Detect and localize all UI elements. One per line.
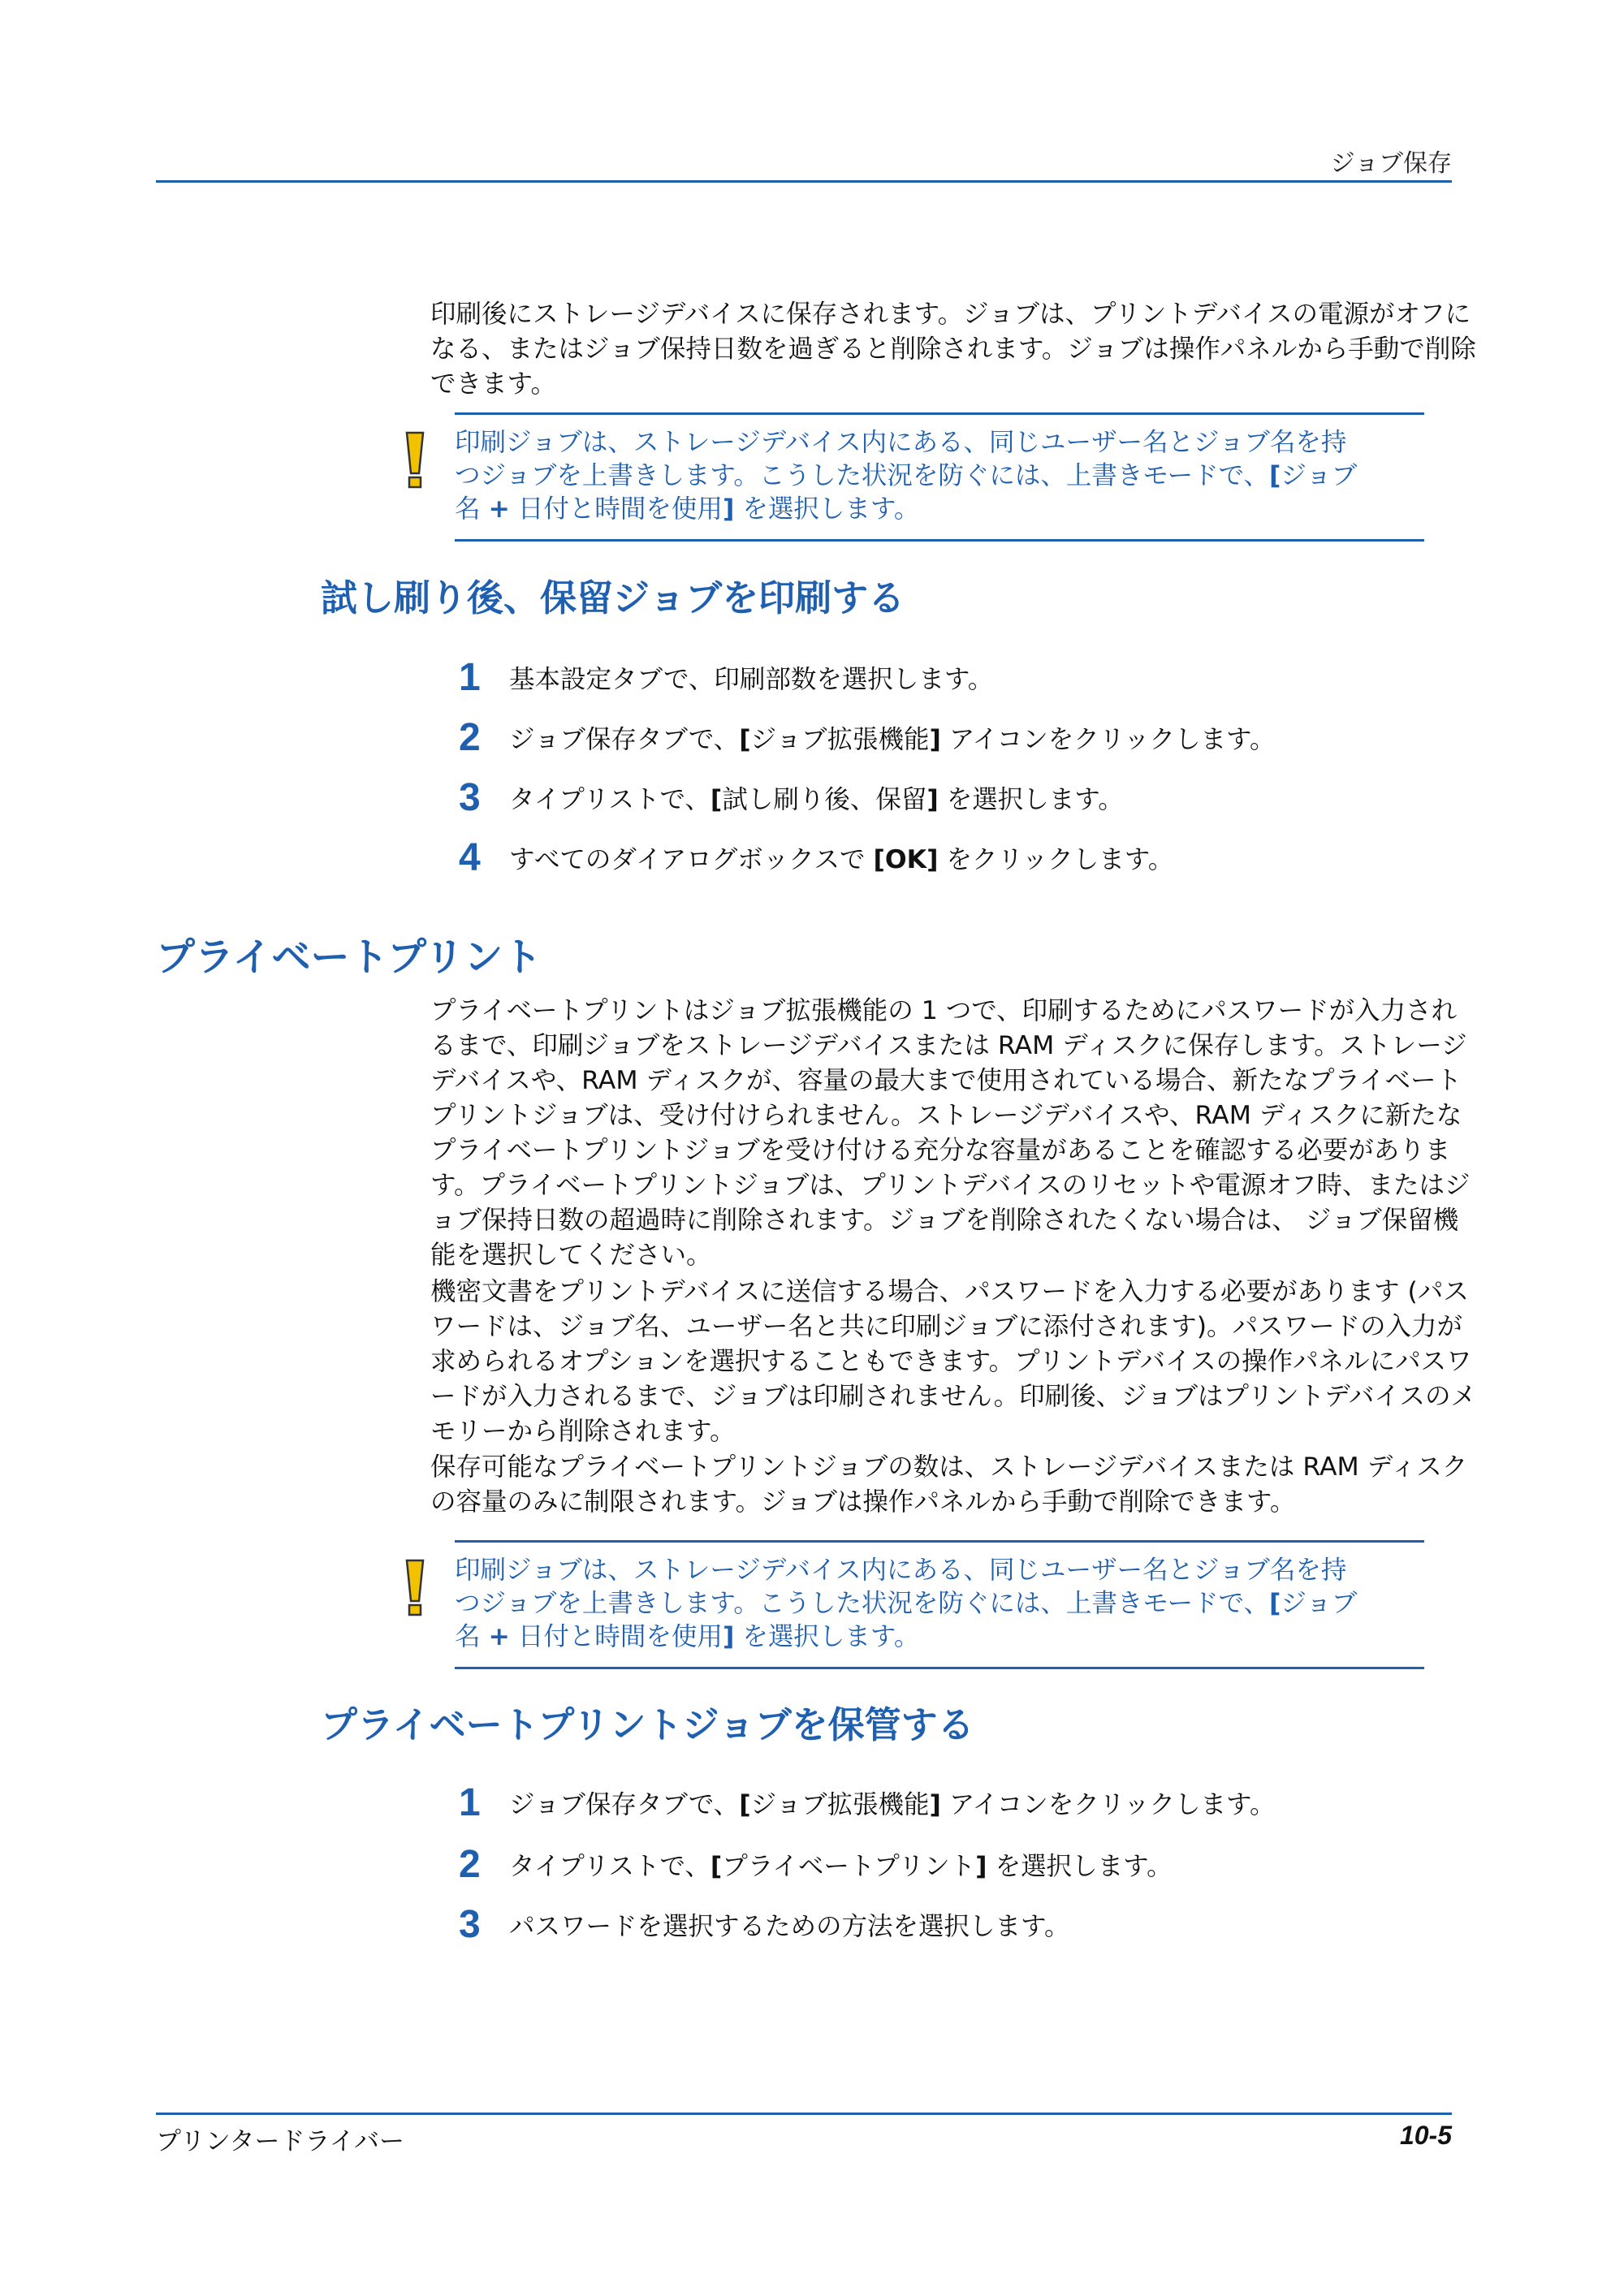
step-number: 3 bbox=[459, 1902, 481, 1946]
header-rule bbox=[156, 180, 1452, 183]
step-number: 3 bbox=[459, 775, 481, 819]
step-number: 4 bbox=[459, 835, 481, 879]
footer-rule bbox=[156, 2113, 1452, 2115]
step-number: 1 bbox=[459, 1780, 481, 1824]
page-number: 10-5 bbox=[1399, 2121, 1452, 2150]
note-box bbox=[391, 412, 1365, 542]
step-number: 1 bbox=[459, 655, 481, 699]
note-text: 印刷ジョブは、ストレージデバイス内にある、同じユーザー名とジョブ名を持つジョブを上書きします。こうした状況を防ぐには、上書きモードで、[ジョブ名 + 日付と時間を使用] を選択します。 bbox=[455, 1556, 1358, 1651]
warning-icon bbox=[391, 426, 439, 493]
step-item bbox=[459, 835, 1173, 880]
note-bottom-rule bbox=[455, 539, 1424, 542]
step-item bbox=[459, 775, 1124, 820]
warning-icon bbox=[391, 1554, 439, 1621]
step-item bbox=[459, 1841, 1173, 1887]
note-box bbox=[391, 1540, 1365, 1669]
section-heading: 試し刷り後、保留ジョブを印刷する bbox=[321, 576, 905, 619]
step-item bbox=[459, 1780, 1276, 1825]
step-item bbox=[459, 1901, 1069, 1947]
note-top-rule bbox=[455, 1540, 1424, 1543]
body-paragraph: 機密文書をプリントデバイスに送信する場合、パスワードを入力する必要があります (パスワードは、ジョブ名、ユーザー名と共に印刷ジョブに添付されます)。パスワードの入力が求められるオプションを選択することもできます。プリントデバイスの操作パネルにパスワードが入力されるまで、ジョブは印刷されません。印刷後、ジョブはプリントデバイスのメモリーから削除されます。 bbox=[430, 1277, 1477, 1446]
step-item bbox=[459, 654, 993, 700]
section-heading: プライベートプリントジョブを保管する bbox=[321, 1703, 974, 1746]
step-number: 2 bbox=[459, 1842, 481, 1886]
step-text: タイプリストで、[プライベートプリント] を選択します。 bbox=[509, 1851, 1173, 1881]
step-text: ジョブ保存タブで、[ジョブ拡張機能] アイコンをクリックします。 bbox=[509, 1789, 1276, 1819]
step-text: ジョブ保存タブで、[ジョブ拡張機能] アイコンをクリックします。 bbox=[509, 724, 1276, 754]
step-text: パスワードを選択するための方法を選択します。 bbox=[509, 1911, 1070, 1941]
note-text: 印刷ジョブは、ストレージデバイス内にある、同じユーザー名とジョブ名を持つジョブを上書きします。こうした状況を防ぐには、上書きモードで、[ジョブ名 + 日付と時間を使用] を選択します。 bbox=[455, 428, 1358, 524]
step-text: すべてのダイアログボックスで [OK] をクリックします。 bbox=[509, 844, 1174, 874]
step-text: タイプリストで、[試し刷り後、保留] を選択します。 bbox=[509, 784, 1124, 814]
note-bottom-rule bbox=[455, 1667, 1424, 1669]
chapter-heading: プライベートプリント bbox=[156, 934, 542, 980]
step-number: 2 bbox=[459, 715, 481, 759]
body-paragraph: 保存可能なプライベートプリントジョブの数は、ストレージデバイスまたは RAM ディスクの容量のみに制限されます。ジョブは操作パネルから手動で削除できます。 bbox=[430, 1452, 1468, 1517]
running-header: ジョブ保存 bbox=[1330, 149, 1452, 178]
body-paragraph: プライベートプリントはジョブ拡張機能の 1 つで、印刷するためにパスワードが入力されるまで、印刷ジョブをストレージデバイスまたは RAM ディスクに保存します。ストレージデバイスや、RAM ディスクが、容量の最大まで使用されている場合、新たなプライベートプリントジョブは、受け付けられません。ストレージデバイスや、RAM ディスクに新たなプライベートプリントジョブを受け付ける充分な容量があることを確認する必要があります。プライベートプリントジョブは、プリントデバイスのリセットや電源オフ時、またはジョブ保持日数の超過時に削除されます。ジョブを削除されたくない場合は、 ジョブ保留機能を選択してください。 bbox=[430, 996, 1471, 1270]
step-item bbox=[459, 714, 1276, 760]
intro-paragraph: 印刷後にストレージデバイスに保存されます。ジョブは、プリントデバイスの電源がオフになる、またはジョブ保持日数を過ぎると削除されます。ジョブは操作パネルから手動で削除できます。 bbox=[430, 300, 1476, 399]
note-top-rule bbox=[455, 412, 1424, 415]
footer-title: プリンタードライバー bbox=[156, 2127, 404, 2156]
step-text: 基本設定タブで、印刷部数を選択します。 bbox=[509, 664, 994, 694]
